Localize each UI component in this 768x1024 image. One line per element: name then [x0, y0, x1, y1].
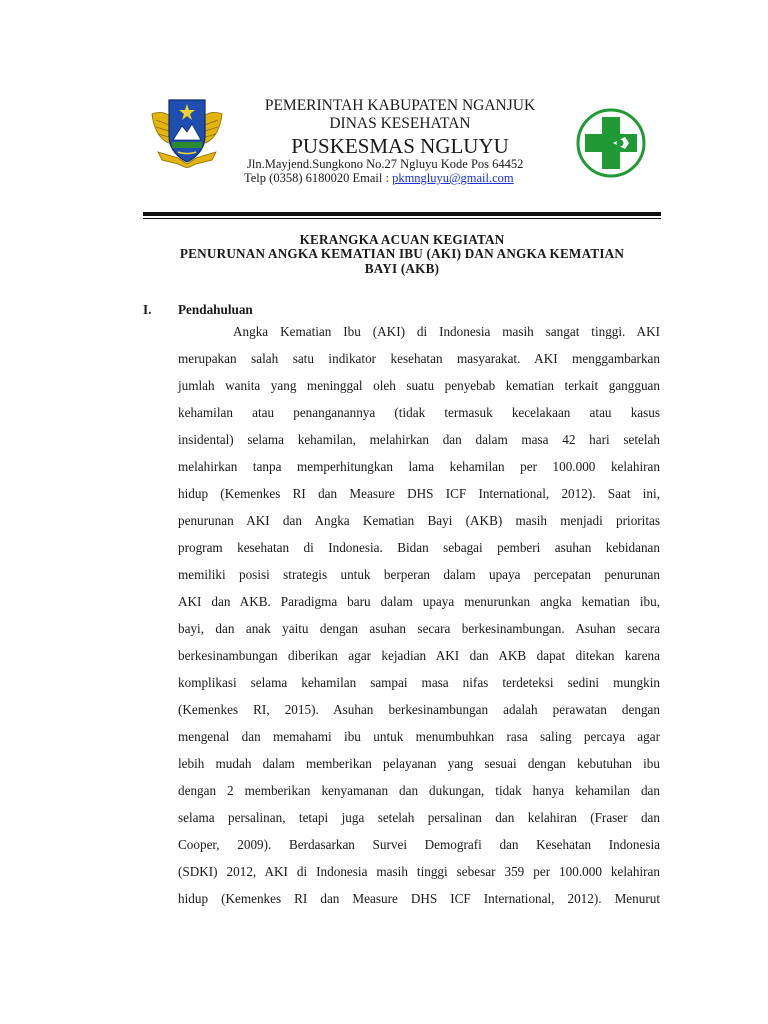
phone-text: Telp (0358) 6180020 Email :: [244, 171, 393, 185]
paragraph-line: bayi, dan anak yaitu dengan asuhan secara berkesinambungan. Asuhan secara: [178, 621, 660, 636]
section-title: Pendahuluan: [178, 302, 253, 317]
paragraph-line: insidental) selama kehamilan, melahirkan dan dalam masa 42 hari setelah: [178, 432, 660, 447]
paragraph-line: penurunan AKI dan Angka Kematian Bayi (AKB) masih menjadi prioritas: [178, 513, 660, 528]
paragraph-line: dengan 2 memberikan kenyamanan dan dukungan, tidak hanya kehamilan dan: [178, 783, 660, 798]
letterhead-divider-thick: [143, 212, 661, 216]
document-title-line-2: PENURUNAN ANGKA KEMATIAN IBU (AKI) DAN ANGKA KEMATIAN: [179, 246, 625, 261]
paragraph-line: Cooper, 2009). Berdasarkan Survei Demografi dan Kesehatan Indonesia: [178, 837, 660, 852]
paragraph-line: hidup (Kemenkes RI dan Measure DHS ICF International, 2012). Menurut: [178, 891, 660, 906]
regency-emblem-logo: [148, 92, 226, 168]
department-name: DINAS KESEHATAN: [329, 115, 471, 132]
paragraph-line: mengenal dan memahami ibu untuk menumbuhkan rasa saling percaya agar: [178, 729, 660, 744]
paragraph-line: memiliki posisi strategis untuk berperan dalam upaya percepatan penurunan: [178, 567, 660, 582]
letterhead-divider-thin: [143, 218, 661, 219]
paragraph-line: selama persalinan, tetapi juga setelah persalinan dan kelahiran (Fraser dan: [178, 810, 660, 825]
paragraph-line: program kesehatan di Indonesia. Bidan sebagai pemberi asuhan kebidanan: [178, 540, 660, 555]
email-link[interactable]: pkmngluyu@gmail.com: [392, 171, 514, 185]
paragraph-line: hidup (Kemenkes RI dan Measure DHS ICF International, 2012). Saat ini,: [178, 486, 660, 501]
paragraph-line: merupakan salah satu indikator kesehatan masyarakat. AKI menggambarkan: [178, 351, 660, 366]
paragraph-line: berkesinambungan diberikan agar kejadian AKI dan AKB dapat ditekan karena: [178, 648, 660, 663]
paragraph-line: Angka Kematian Ibu (AKI) di Indonesia masih sangat tinggi. AKI: [233, 324, 660, 339]
document-title-line-1: KERANGKA ACUAN KEGIATAN: [299, 232, 505, 247]
section-number: I.: [143, 302, 152, 317]
contact-line: [244, 171, 514, 186]
paragraph-line: AKI dan AKB. Paradigma baru dalam upaya menurunkan angka kematian ibu,: [178, 594, 660, 609]
puskesmas-cross-logo: [573, 107, 649, 179]
document-title-line-3: BAYI (AKB): [364, 261, 440, 276]
paragraph-line: melahirkan tanpa memperhitungkan lama kehamilan per 100.000 kelahiran: [178, 459, 660, 474]
paragraph-line: (Kemenkes RI, 2015). Asuhan berkesinambungan adalah perawatan dengan: [178, 702, 660, 717]
paragraph-line: komplikasi selama kehamilan sampai masa nifas terdeteksi sedini mungkin: [178, 675, 660, 690]
paragraph-line: lebih mudah dalam memberikan pelayanan yang sesuai dengan kebutuhan ibu: [178, 756, 660, 771]
address-line: Jln.Mayjend.Sungkono No.27 Ngluyu Kode Pos 64452: [247, 157, 524, 171]
paragraph-line: (SDKI) 2012, AKI di Indonesia masih tinggi sebesar 359 per 100.000 kelahiran: [178, 864, 660, 879]
institution-name: PUSKESMAS NGLUYU: [291, 134, 509, 158]
government-name: PEMERINTAH KABUPATEN NGANJUK: [264, 97, 536, 114]
paragraph-line: kehamilan atau penanganannya (tidak termasuk kecelakaan atau kasus: [178, 405, 660, 420]
paragraph-line: jumlah wanita yang meninggal oleh suatu penyebab kematian terkait gangguan: [178, 378, 660, 393]
